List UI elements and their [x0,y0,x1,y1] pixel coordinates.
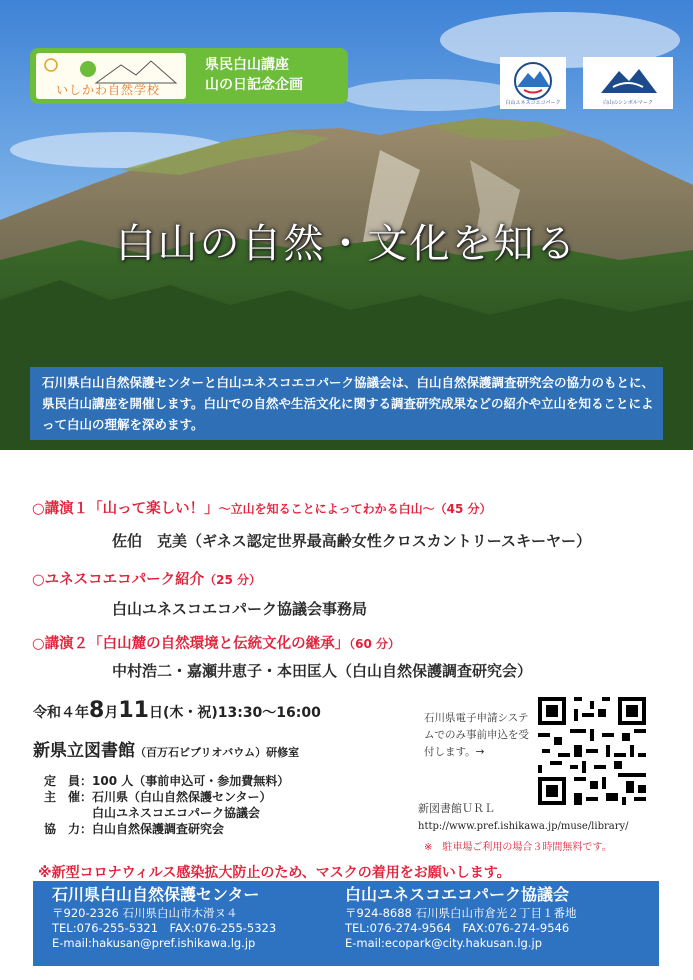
venue-paren: （百万石ビブリオバウム） [135,746,267,759]
emblem-caption-1: 白山ユネスコエコパーク [505,100,561,106]
contact-address: 〒924-8688 石川県白山市倉光２丁目１番地 [345,906,577,920]
event-date [33,698,321,723]
qr-code[interactable] [533,693,651,809]
contact-tel-fax: TEL:076-255-5321 FAX:076-255-5323 [52,921,277,935]
program-duration: （25 分） [204,573,262,587]
unesco-ecopark-emblem [500,57,566,109]
program-label: 講演１「山って楽しい！」 [44,501,219,517]
date-time: (木・祝)13:30～16:00 [162,705,321,721]
logo-text: いしかわ自然学校 [56,83,161,97]
contact-email[interactable]: E-mail:hakusan@pref.ishikawa.lg.jp [52,936,256,950]
library-url-link[interactable]: http://www.pref.ishikawa.jp/muse/library/ [418,821,629,832]
program-speaker-2: 白山ユネスコエコパーク協議会事務局 [112,600,368,618]
ishikawa-nature-school-logo [36,53,186,99]
program-duration: （45 分） [434,502,492,516]
application-note: 石川県電子申請システムでのみ事前申込を受付します。→ [424,712,529,758]
series-line-1: 県民白山講座 [205,57,289,73]
event-venue [33,736,299,761]
venue-room: 研修室 [266,746,300,759]
program-speaker-3: 中村浩二・嘉瀬井恵子・本田匡人（白山自然保護調査研究会） [112,662,533,680]
date-month: 8 [89,698,105,723]
contact-tel-fax: TEL:076-274-9564 FAX:076-274-9546 [345,921,570,935]
event-details: 定 員：100 人（事前申込可・参加費無料） 主 催：石川県（白山自然保護センター） 白山ユネスコエコパーク協議会 協 力：白山自然保護調査研究会 [44,774,290,836]
emblem-caption-2: 白山のシンボルマーク [603,100,653,106]
library-url-label: 新図書館ＵＲＬ [418,802,495,815]
date-month-unit: 月 [104,705,119,721]
series-line-2: 山の日記念企画 [205,77,303,93]
program-marker: ○ [32,572,45,588]
hakusan-symbol-mark [583,57,673,109]
program-item-2 [32,568,261,589]
program-item-1 [32,497,492,518]
contact-hakusan-center [52,884,276,951]
date-day-unit: 日 [148,705,163,721]
mask-notice: ※新型コロナウィルス感染拡大防止のため、マスクの着用をお願いします。 [38,865,511,881]
contact-email[interactable]: E-mail:ecopark@city.hakusan.lg.jp [345,936,543,950]
date-era: 令和４年 [33,705,89,721]
series-title [205,55,345,95]
intro-text: 石川県白山自然保護センターと白山ユネスコエコパーク協議会は、白山自然保護調査研究会の協力のもとに、県民白山講座を開催します。白山での自然や生活文化に関する調査研究成果などの紹介や立山を知ることによって白山の理解を深めます。 [42,375,655,432]
contact-name: 白山ユネスコエコパーク協議会 [345,885,570,904]
contact-name: 石川県白山自然保護センター [52,885,260,904]
main-title: 白山の自然・文化を知る [115,221,578,267]
qr-code-icon [533,693,651,809]
venue-name: 新県立図書館 [33,741,135,761]
program-marker: ○ [32,636,45,652]
contact-address: 〒920-2326 石川県白山市木滑ヌ４ [52,906,238,920]
program-sub: ～立山を知ることによってわかる白山～ [218,502,435,516]
parking-note: ※ 駐車場ご利用の場合３時間無料です。 [424,842,612,853]
program-label: ユネスコエコパーク紹介 [44,572,205,588]
program-duration: （60 分） [349,637,401,651]
program-marker: ○ [32,501,45,517]
program-label: 講演２「白山麓の自然環境と伝統文化の継承」 [44,636,350,652]
date-day: 11 [118,698,149,723]
program-speaker-1: 佐伯 克美（ギネス認定世界最高齢女性クロスカントリースキーヤー） [112,532,591,550]
contact-ecopark-council [345,884,577,951]
program-item-3 [32,632,400,653]
